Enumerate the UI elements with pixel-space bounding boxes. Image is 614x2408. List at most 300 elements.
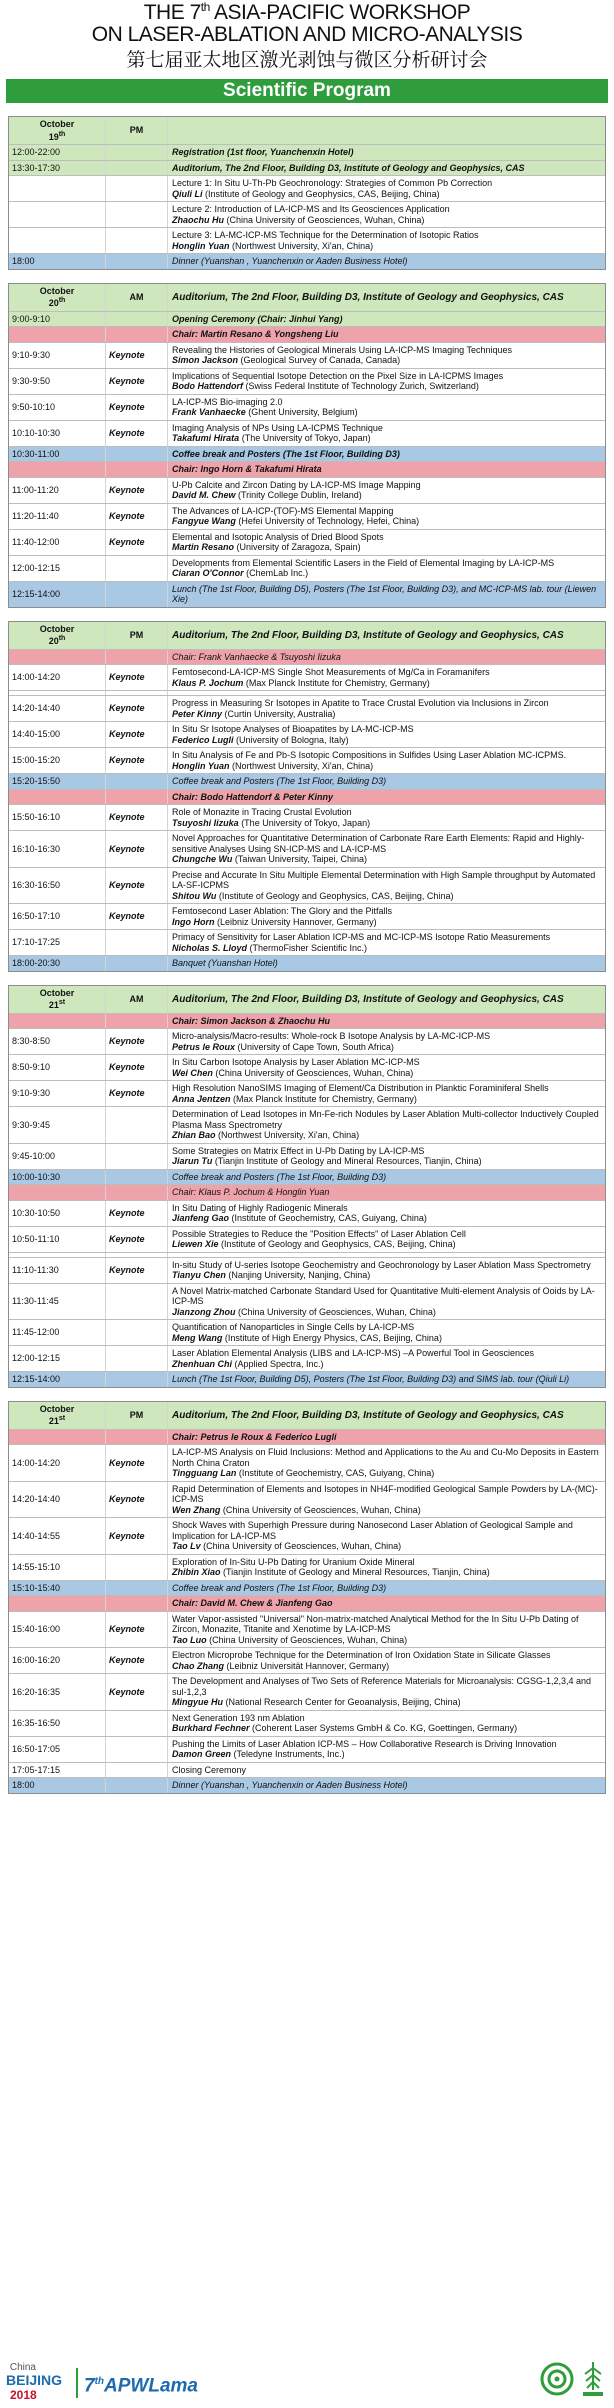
row-time: 11:10-11:30 <box>12 1264 59 1275</box>
row-type: Keynote <box>105 1518 167 1554</box>
break-row <box>9 1371 605 1387</box>
speaker-name: Zhaochu Hu <box>172 214 224 225</box>
row-type <box>105 1014 167 1029</box>
talk-speaker-line <box>172 1541 601 1552</box>
row-time: 9:10-9:30 <box>12 1088 51 1099</box>
talk-speaker-line <box>172 568 601 579</box>
session-row <box>9 903 605 929</box>
row-type <box>105 254 167 269</box>
chair-row <box>9 1013 605 1029</box>
row-type <box>105 774 167 789</box>
row-description <box>167 1674 605 1710</box>
row-type <box>105 1346 167 1371</box>
row-time: 14:40-15:00 <box>12 729 61 740</box>
row-type: Keynote <box>105 1674 167 1710</box>
row-text: Chair: Bodo Hattendorf & Peter Kinny <box>172 791 334 802</box>
row-type: Keynote <box>105 478 167 503</box>
row-time: 16:00-16:20 <box>12 1655 61 1666</box>
row-type <box>105 930 167 955</box>
speaker-name: David M. Chew <box>172 490 236 500</box>
footer-china: China <box>9 2362 36 2373</box>
speaker-name: Burkhard Fechner <box>172 1723 250 1733</box>
row-text: Lunch (The 1st Floor, Building D5), Posters (The 1st Floor, Building D3), and MC-ICP-MS lab. tour (Liewen Xie) <box>172 583 597 604</box>
footer-year: 2018 <box>10 2388 37 2402</box>
speaker-affiliation: (Max Planck Institute for Chemistry, Germany) <box>243 677 430 688</box>
talk-speaker-line <box>172 1505 601 1516</box>
institute-logo-icon <box>540 2362 574 2396</box>
speaker-name: Tsuyoshi Iizuka <box>172 817 239 828</box>
section-day <box>49 296 66 309</box>
row-time: 11:00-11:20 <box>12 484 59 495</box>
row-description <box>167 1596 605 1611</box>
session-row <box>9 1673 605 1710</box>
section-day-suffix: st <box>58 999 66 1006</box>
talk-speaker-line <box>172 1723 601 1734</box>
speaker-affiliation: (Northwest University, Xi'an, China) <box>229 760 374 771</box>
row-text: Opening Ceremony (Chair: Jinhui Yang) <box>172 313 343 324</box>
row-time: 18:00 <box>12 1780 35 1790</box>
session-row <box>9 1028 605 1054</box>
session-row <box>9 1481 605 1518</box>
speaker-name: Simon Jackson <box>172 355 239 365</box>
talk-title: In Situ Sr Isotope Analyses of Bioapatites by LA-MC-ICP-MS <box>172 724 414 734</box>
row-description <box>167 478 605 503</box>
row-type: Keynote <box>105 1081 167 1106</box>
speaker-affiliation: (Max Planck Institute for Chemistry, Germany) <box>230 1093 417 1104</box>
session-row <box>9 201 605 227</box>
row-text: Chair: Ingo Horn & Takafumi Hirata <box>172 464 322 474</box>
section-day-suffix: th <box>58 635 66 642</box>
row-type <box>105 228 167 253</box>
row-description <box>167 421 605 446</box>
row-description <box>167 556 605 581</box>
talk-title: Femtosecond-LA-ICP-MS Single Shot Measurements of Mg/Ca in Foramanifers <box>172 667 490 677</box>
chair-row <box>9 461 605 477</box>
row-description <box>167 1778 605 1793</box>
footer-beijing: BEIJING <box>6 2372 63 2388</box>
row-type: Keynote <box>105 343 167 368</box>
session-row <box>9 1054 605 1080</box>
speaker-affiliation: (Applied Spectra, Inc.) <box>232 1358 324 1369</box>
row-type: Keynote <box>105 395 167 420</box>
speaker-affiliation: (University of Zaragoza, Spain) <box>234 542 361 552</box>
row-time: 17:05-17:15 <box>12 1764 61 1775</box>
row-description <box>167 395 605 420</box>
row-time <box>9 1253 105 1257</box>
talk-title: In-situ Study of U-series Isotope Geochemistry and Geochronology by Laser Ablation Mass Spectrometry <box>172 1259 591 1270</box>
speaker-affiliation: (China University of Geosciences, Wuhan, China) <box>224 214 425 225</box>
row-type: Keynote <box>105 805 167 830</box>
talk-speaker-line <box>172 1156 601 1167</box>
row-description <box>167 1320 605 1345</box>
row-type <box>105 1581 167 1596</box>
organizer-logo-icon <box>580 2360 606 2398</box>
row-text: Coffee break and Posters (The 1st Floor, Building D3) <box>172 448 400 459</box>
chair-row <box>9 649 605 665</box>
row-time <box>9 327 105 342</box>
row-time: 8:50-9:10 <box>12 1062 51 1073</box>
row-type: Keynote <box>105 748 167 773</box>
speaker-affiliation: (Institute of Geochemistry, CAS, Guiyang, China) <box>229 1213 427 1223</box>
row-time: 13:30-17:30 <box>12 162 61 173</box>
section-header <box>9 986 605 1013</box>
talk-title: Next Generation 193 nm Ablation <box>172 1712 305 1723</box>
talk-speaker-line <box>172 678 601 689</box>
row-type <box>105 176 167 201</box>
row-type: Keynote <box>105 530 167 555</box>
row-type <box>105 1144 167 1169</box>
section-venue: Auditorium, The 2nd Floor, Building D3, Institute of Geology and Geophysics, CAS <box>167 284 605 311</box>
row-description <box>167 1555 605 1580</box>
speaker-name: Tao Lv <box>172 1541 201 1551</box>
talk-title: A Novel Matrix-matched Carbonate Standard Used for Quantitative Multi-element Analysis of Ooids by LA-ICP-MS <box>172 1285 595 1306</box>
row-time: 14:00-14:20 <box>12 672 61 683</box>
speaker-affiliation: (ThermoFisher Scientific Inc.) <box>247 942 368 953</box>
section-day-number: 21 <box>48 1416 59 1426</box>
section-date <box>9 1402 105 1429</box>
title-chinese: 第七届亚太地区激光剥蚀与微区分析研讨会 <box>126 49 488 71</box>
row-text: Banquet (Yuanshan Hotel) <box>172 958 278 968</box>
row-time: 15:40-16:00 <box>12 1624 61 1634</box>
row-description <box>167 1581 605 1596</box>
row-type <box>105 1711 167 1736</box>
talk-title: Imaging Analysis of NPs Using LA-ICPMS Technique <box>172 422 383 433</box>
row-time: 8:30-8:50 <box>12 1036 51 1047</box>
row-type <box>105 1320 167 1345</box>
row-description <box>167 1482 605 1518</box>
row-time: 9:50-10:10 <box>12 401 56 412</box>
row-description <box>167 1081 605 1106</box>
section-date <box>9 117 105 144</box>
row-description <box>167 790 605 805</box>
row-description <box>167 1055 605 1080</box>
talk-speaker-line <box>172 1697 601 1708</box>
speaker-name: Shitou Wu <box>172 890 217 901</box>
speaker-affiliation: (University of Bologna, Italy) <box>233 734 349 745</box>
section-day-suffix: st <box>58 1415 66 1422</box>
row-description <box>167 145 605 160</box>
row-description <box>167 650 605 665</box>
section-period: PM <box>105 117 167 144</box>
row-type: Keynote <box>105 831 167 867</box>
section-venue: Auditorium, The 2nd Floor, Building D3, Institute of Geology and Geophysics, CAS <box>167 986 605 1013</box>
talk-title: Pushing the Limits of Laser Ablation ICP-MS – How Collaborative Research is Driving Innovation <box>172 1738 557 1749</box>
section-date <box>9 284 105 311</box>
row-type <box>105 1107 167 1143</box>
row-text: Chair: Frank Vanhaecke & Tsuyoshi Iizuka <box>172 651 341 662</box>
section-header <box>9 622 605 649</box>
row-time <box>9 1596 105 1611</box>
speaker-affiliation: (Northwest University, Xi'an, China) <box>229 240 374 251</box>
chair-row <box>9 1429 605 1445</box>
row-time: 14:40-14:55 <box>12 1530 61 1541</box>
speaker-name: Damon Green <box>172 1749 232 1759</box>
section-day-number: 20 <box>48 298 59 308</box>
speaker-name: Frank Vanhaecke <box>172 407 246 417</box>
row-description <box>167 1185 605 1200</box>
row-text: Lunch (The 1st Floor, Building D5), Posters (The 1st Floor, Building D3) and SIMS lab. tour (Qiuli Li) <box>172 1374 570 1384</box>
section-month: October <box>39 119 75 129</box>
row-text: Coffee break and Posters (The 1st Floor, Building D3) <box>172 776 387 786</box>
row-type: Keynote <box>105 1201 167 1226</box>
section-date <box>9 622 105 649</box>
talk-title: Electron Microprobe Technique for the Determination of Iron Oxidation State in Silicate Glasses <box>172 1650 551 1660</box>
talk-title: In Situ Analysis of Fe and Pb-S Isotopic Compositions in Sulfides Using Laser Ablation MC-ICPMS. <box>172 750 567 760</box>
speaker-name: Zhian Bao <box>172 1130 216 1140</box>
row-text: Chair: Simon Jackson & Zhaochu Hu <box>172 1015 331 1026</box>
speaker-name: Zhenhuan Chi <box>172 1358 232 1369</box>
program-schedule <box>0 116 614 1794</box>
row-time: 11:20-11:40 <box>12 510 59 521</box>
row-time: 17:10-17:25 <box>12 937 61 948</box>
speaker-name: Qiuli Li <box>172 188 203 199</box>
row-time: 9:10-9:30 <box>12 349 51 360</box>
speaker-name: Mingyue Hu <box>172 1697 223 1707</box>
session-row <box>9 1143 605 1169</box>
row-description <box>167 1648 605 1673</box>
session-row <box>9 227 605 253</box>
talk-speaker-line <box>172 1749 601 1760</box>
row-time: 14:00-14:20 <box>12 1457 61 1468</box>
speaker-affiliation: (Taiwan University, Taipei, China) <box>232 854 368 864</box>
row-description <box>167 722 605 747</box>
talk-speaker-line <box>172 1270 601 1281</box>
speaker-affiliation: (Institute of Geology and Geophysics, CAS, Beijing, China) <box>218 1239 456 1249</box>
row-type <box>105 1372 167 1387</box>
row-time: 11:45-12:00 <box>12 1327 60 1338</box>
talk-speaker-line <box>172 542 601 553</box>
session-row <box>9 555 605 581</box>
talk-speaker-line <box>172 381 601 392</box>
session-row <box>9 394 605 420</box>
section-venue <box>167 117 605 144</box>
talk-title: The Development and Analyses of Two Sets of Reference Materials for Microanalysis: CGSG-1,2,3,4 and sul-1,2,3 <box>172 1676 592 1697</box>
row-description <box>167 691 605 695</box>
section-header <box>9 284 605 311</box>
speaker-name: Jianzong Zhou <box>172 1306 236 1317</box>
row-type <box>105 161 167 176</box>
row-description <box>167 1737 605 1762</box>
section-month: October <box>39 987 75 998</box>
row-type <box>105 1763 167 1778</box>
talk-speaker-line <box>172 1567 601 1578</box>
row-time <box>9 228 105 253</box>
speaker-name: Ciaran O'Connor <box>172 568 244 578</box>
speaker-name: Bodo Hattendorf <box>172 381 243 391</box>
row-time <box>9 202 105 227</box>
speaker-affiliation: (China University of Geosciences, Wuhan, China) <box>220 1504 421 1515</box>
session-row <box>9 1106 605 1143</box>
row-type <box>105 462 167 477</box>
talk-title: Water Vapor-assisted "Universal" Non-matrix-matched Analytical Method for the In Situ U-Pb Dating of Zircon, Monazite, Titanite and Xenotime by LA-ICP-MS <box>172 1613 579 1634</box>
row-time: 12:00-12:15 <box>12 1353 61 1364</box>
row-description <box>167 1372 605 1387</box>
session-row <box>9 1736 605 1762</box>
row-type <box>105 1185 167 1200</box>
session-row <box>9 477 605 503</box>
row-type: Keynote <box>105 696 167 721</box>
row-description <box>167 1144 605 1169</box>
chair-row <box>9 1184 605 1200</box>
row-description <box>167 774 605 789</box>
talk-speaker-line <box>172 1661 601 1672</box>
row-type: Keynote <box>105 665 167 690</box>
speaker-name: Tao Luo <box>172 1634 207 1645</box>
row-time <box>9 1185 105 1200</box>
row-description <box>167 956 605 971</box>
row-text: Auditorium, The 2nd Floor, Building D3, Institute of Geology and Geophysics, CAS <box>172 162 525 173</box>
chair-row <box>9 789 605 805</box>
row-type <box>105 327 167 342</box>
speaker-affiliation: (China University of Geosciences, Wuhan, China) <box>212 1067 414 1078</box>
row-time: 9:30-9:50 <box>12 375 51 386</box>
speaker-name: Martin Resano <box>172 542 235 552</box>
session-row <box>9 144 605 160</box>
speaker-affiliation: (Institute of Geology and Geophysics, CAS, Beijing, China) <box>216 890 454 901</box>
speaker-affiliation: (Teledyne Instruments, Inc.) <box>231 1749 345 1759</box>
row-time: 12:00-22:00 <box>12 147 61 157</box>
row-type <box>105 1596 167 1611</box>
session-row <box>9 1200 605 1226</box>
speaker-name: Chungche Wu <box>172 854 233 864</box>
section-day <box>49 998 65 1011</box>
talk-speaker-line <box>172 490 601 501</box>
row-time: 10:30-10:50 <box>12 1207 61 1218</box>
row-type: Keynote <box>105 722 167 747</box>
row-description <box>167 312 605 327</box>
speaker-affiliation: (China University of Geosciences, Wuhan, China) <box>206 1634 408 1645</box>
row-type <box>105 1430 167 1445</box>
talk-title: Progress in Measuring Sr Isotopes in Apatite to Trace Crustal Evolution via Inclusions in Zircon <box>172 698 549 708</box>
row-description <box>167 176 605 201</box>
section-day <box>49 1414 65 1427</box>
footer-event-name: 7thAPWLama <box>84 2375 198 2397</box>
row-type <box>105 1555 167 1580</box>
row-time <box>9 650 105 665</box>
row-type <box>105 650 167 665</box>
talk-title: Revealing the Histories of Geological Minerals Using LA-ICP-MS Imaging Techniques <box>172 344 512 355</box>
row-description <box>167 327 605 342</box>
row-time: 11:40-12:00 <box>12 536 60 547</box>
talk-speaker-line <box>172 433 601 444</box>
row-type <box>105 691 167 695</box>
talk-title: Some Strategies on Matrix Effect in U-Pb Dating by LA-ICP-MS <box>172 1145 425 1156</box>
footer <box>0 2348 614 2408</box>
talk-title: Shock Waves with Superhigh Pressure during Nanosecond Laser Ablation of Geological Sample and Implication for LA-ICP-MS <box>172 1520 573 1541</box>
row-time: 9:45-10:00 <box>12 1150 56 1161</box>
session-row <box>9 1554 605 1580</box>
row-description <box>167 1346 605 1371</box>
schedule-section <box>8 283 606 608</box>
row-type <box>105 1284 167 1320</box>
row-description <box>167 1014 605 1029</box>
speaker-affiliation: (Hefei University of Technology, Hefei, China) <box>235 516 420 526</box>
row-description <box>167 1612 605 1648</box>
talk-speaker-line <box>172 1130 601 1141</box>
speaker-affiliation: (Coherent Laser Systems GmbH & Co. KG, Goettingen, Germany) <box>249 1723 518 1733</box>
session-row <box>9 690 605 695</box>
talk-title: Femtosecond Laser Ablation: The Glory and the Pitfalls <box>172 906 392 916</box>
section-period: AM <box>105 986 167 1013</box>
row-time: 18:00-20:30 <box>12 958 61 968</box>
row-type <box>105 312 167 327</box>
row-text: Dinner (Yuanshan , Yuanchenxin or Aaden Business Hotel) <box>172 1780 408 1790</box>
schedule-section <box>8 621 606 972</box>
row-time <box>9 691 105 695</box>
talk-title: The Advances of LA-ICP-(TOF)-MS Elemental Mapping <box>172 505 394 516</box>
schedule-section <box>8 1401 606 1794</box>
break-row <box>9 1169 605 1185</box>
talk-title: In Situ Carbon Isotope Analysis by Laser Ablation MC-ICP-MS <box>172 1057 420 1067</box>
chair-row <box>9 326 605 342</box>
talk-speaker-line <box>172 1239 601 1250</box>
row-time: 10:00-10:30 <box>12 1171 61 1182</box>
row-time <box>9 462 105 477</box>
row-type <box>105 1253 167 1257</box>
row-description <box>167 831 605 867</box>
speaker-name: Petrus le Roux <box>172 1041 236 1052</box>
row-description <box>167 868 605 904</box>
speaker-affiliation: (University of Cape Town, South Africa) <box>235 1041 394 1052</box>
section-date <box>9 986 105 1013</box>
talk-title: Micro-analysis/Macro-results: Whole-rock B Isotope Analysis by LA-MC-ICP-MS <box>172 1031 491 1041</box>
row-type: Keynote <box>105 1445 167 1481</box>
break-row <box>9 581 605 607</box>
section-period: PM <box>105 1402 167 1429</box>
speaker-name: Wei Chen <box>172 1067 213 1078</box>
row-description <box>167 530 605 555</box>
talk-title: Implications of Sequential Isotope Detection on the Pixel Size in LA-ICPMS Images <box>172 370 504 381</box>
row-description <box>167 202 605 227</box>
talk-title: Determination of Lead Isotopes in Mn-Fe-rich Nodules by Laser Ablation Multi-collector Inductively Coupled Plasma Mass Spectrometry <box>172 1109 599 1130</box>
section-month: October <box>39 285 75 296</box>
row-description <box>167 904 605 929</box>
row-time <box>9 1014 105 1029</box>
section-month: October <box>39 623 75 634</box>
row-description <box>167 1430 605 1445</box>
talk-speaker-line <box>172 891 601 902</box>
row-time: 16:10-16:30 <box>12 843 61 854</box>
session-row <box>9 747 605 773</box>
row-description <box>167 1711 605 1736</box>
row-description <box>167 369 605 394</box>
speaker-name: Jianfeng Gao <box>172 1213 230 1223</box>
row-time: 15:50-16:10 <box>12 812 61 823</box>
row-description <box>167 161 605 176</box>
row-text: Chair: Martin Resano & Yongsheng Liu <box>172 329 339 339</box>
break-row <box>9 955 605 971</box>
session-row <box>9 1762 605 1778</box>
talk-title: Lecture 2: Introduction of LA-ICP-MS and Its Geosciences Application <box>172 204 450 214</box>
speaker-affiliation: (China University of Geosciences, Wuhan, China) <box>200 1541 402 1551</box>
session-row <box>9 175 605 201</box>
row-time: 16:50-17:10 <box>12 911 61 922</box>
speaker-name: Honglin Yuan <box>172 760 230 771</box>
talk-title: Primacy of Sensitivity for Laser Ablation ICP-MS and MC-ICP-MS Isotope Ratio Measurements <box>172 932 551 942</box>
row-text: Chair: David M. Chew & Jianfeng Gao <box>172 1598 333 1608</box>
talk-speaker-line <box>172 1094 601 1105</box>
row-type: Keynote <box>105 504 167 529</box>
talk-title: Possible Strategies to Reduce the "Position Effects" of Laser Ablation Cell <box>172 1228 466 1239</box>
section-day-number: 21 <box>48 1000 59 1010</box>
session-row <box>9 1611 605 1648</box>
talk-speaker-line <box>172 516 601 527</box>
row-description <box>167 1284 605 1320</box>
row-text: Closing Ceremony <box>172 1764 247 1775</box>
row-description <box>167 1763 605 1778</box>
session-row <box>9 721 605 747</box>
row-time <box>9 176 105 201</box>
